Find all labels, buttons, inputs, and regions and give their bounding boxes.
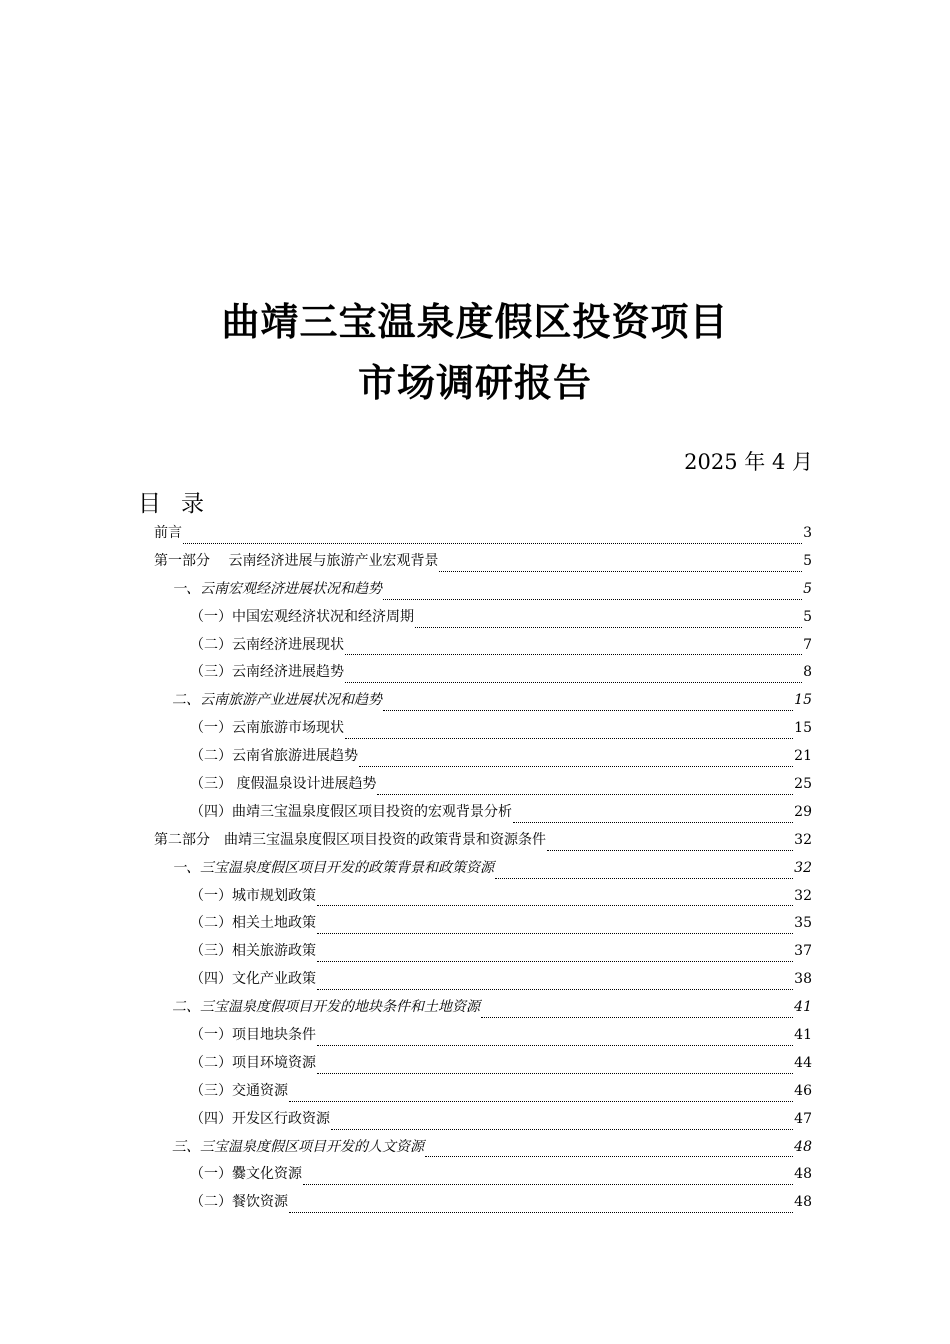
toc-entry-page: 46 bbox=[794, 1082, 812, 1099]
toc-entry-page: 29 bbox=[794, 803, 812, 820]
toc-entry-title: 二、云南旅游产业进展状况和趋势 bbox=[172, 692, 382, 709]
toc-entry[interactable] bbox=[154, 659, 812, 687]
toc-entry-page: 37 bbox=[794, 943, 812, 960]
toc-entry-page: 32 bbox=[794, 831, 812, 848]
toc-entry-title: 二、三宝温泉度假项目开发的地块条件和土地资源 bbox=[172, 999, 480, 1016]
toc-entry-title: （一）项目地块条件 bbox=[190, 1027, 316, 1044]
toc-entry-page: 5 bbox=[803, 552, 812, 569]
toc-entry[interactable] bbox=[154, 1134, 812, 1162]
toc-dot-leader bbox=[317, 1072, 793, 1074]
toc-entry-page: 48 bbox=[794, 1138, 812, 1155]
toc-dot-leader bbox=[425, 1155, 793, 1157]
toc-entry-title: 前言 bbox=[154, 525, 182, 541]
toc-dot-leader bbox=[289, 1211, 793, 1213]
toc-dot-leader bbox=[303, 1183, 793, 1185]
toc-entry-title: （一）中国宏观经济状况和经济周期 bbox=[190, 608, 414, 625]
toc-entry-title: 第二部分 曲靖三宝温泉度假区项目投资的政策背景和资源条件 bbox=[154, 831, 546, 848]
toc-entry[interactable] bbox=[154, 827, 812, 855]
toc-entry[interactable] bbox=[154, 771, 812, 799]
toc-dot-leader bbox=[183, 542, 802, 544]
toc-entry[interactable] bbox=[154, 883, 812, 911]
toc-dot-leader bbox=[495, 877, 793, 879]
toc-entry-title: （一）爨文化资源 bbox=[190, 1166, 302, 1183]
toc-entry-page: 7 bbox=[803, 636, 812, 653]
toc-dot-leader bbox=[345, 681, 802, 683]
toc-entry-title: 一、云南宏观经济进展状况和趋势 bbox=[172, 580, 382, 597]
toc-heading: 目录 bbox=[138, 491, 224, 517]
toc-entry[interactable] bbox=[154, 855, 812, 883]
toc-entry-title: （三）云南经济进展趋势 bbox=[190, 664, 344, 681]
toc-dot-leader bbox=[317, 932, 793, 934]
toc-dot-leader bbox=[383, 709, 793, 711]
document-title-line2: 市场调研报告 bbox=[357, 361, 592, 405]
toc-dot-leader bbox=[383, 598, 802, 600]
toc-entry-title: （四）开发区行政资源 bbox=[190, 1110, 330, 1127]
toc-entry-title: （二）云南省旅游进展趋势 bbox=[190, 748, 358, 765]
document-date: 2025 年 4 月 bbox=[684, 450, 813, 474]
toc-entry[interactable] bbox=[154, 604, 812, 632]
toc-entry-title: （二）云南经济进展现状 bbox=[190, 636, 344, 653]
toc-dot-leader bbox=[513, 821, 793, 823]
toc-entry[interactable] bbox=[154, 910, 812, 938]
toc-entry-page: 21 bbox=[794, 748, 812, 765]
toc-entry-page: 32 bbox=[794, 859, 812, 876]
toc-entry[interactable] bbox=[154, 799, 812, 827]
toc-entry[interactable] bbox=[154, 966, 812, 994]
toc-dot-leader bbox=[317, 1044, 793, 1046]
toc-entry-title: （二）相关土地政策 bbox=[190, 915, 316, 932]
toc-entry[interactable] bbox=[154, 1161, 812, 1189]
toc-entry[interactable] bbox=[154, 1078, 812, 1106]
document-title-line1: 曲靖三宝温泉度假区投资项目 bbox=[221, 300, 729, 344]
toc-entry[interactable] bbox=[154, 520, 812, 548]
toc-entry-page: 41 bbox=[794, 999, 812, 1016]
toc-entry[interactable] bbox=[154, 715, 812, 743]
toc-dot-leader bbox=[547, 849, 793, 851]
toc-dot-leader bbox=[345, 653, 802, 655]
toc-entry[interactable] bbox=[154, 1050, 812, 1078]
toc-entry-title: （二）项目环境资源 bbox=[190, 1054, 316, 1071]
toc-dot-leader bbox=[415, 626, 802, 628]
toc-entry[interactable] bbox=[154, 687, 812, 715]
toc-dot-leader bbox=[377, 793, 793, 795]
toc-entry[interactable] bbox=[154, 743, 812, 771]
toc-dot-leader bbox=[331, 1128, 793, 1130]
toc-entry-title: （一）城市规划政策 bbox=[190, 887, 316, 904]
toc-entry-page: 32 bbox=[794, 887, 812, 904]
toc-entry-page: 48 bbox=[794, 1166, 812, 1183]
toc-entry[interactable] bbox=[154, 1106, 812, 1134]
toc-entry-title: （二）餐饮资源 bbox=[190, 1194, 288, 1211]
toc-entry-title: 三、三宝温泉度假区项目开发的人文资源 bbox=[172, 1138, 424, 1155]
toc-entry-title: （四）曲靖三宝温泉度假区项目投资的宏观背景分析 bbox=[190, 803, 512, 820]
toc-entry-page: 3 bbox=[803, 525, 812, 541]
toc-dot-leader bbox=[439, 570, 802, 572]
toc-entry-title: （三）交通资源 bbox=[190, 1082, 288, 1099]
toc-entry-title: 一、三宝温泉度假区项目开发的政策背景和政策资源 bbox=[172, 859, 494, 876]
toc-dot-leader bbox=[359, 765, 793, 767]
toc-dot-leader bbox=[317, 904, 793, 906]
toc-entry[interactable] bbox=[154, 548, 812, 576]
table-of-contents bbox=[154, 520, 812, 1217]
toc-entry-page: 15 bbox=[794, 720, 812, 737]
toc-entry-page: 15 bbox=[794, 692, 812, 709]
toc-entry-page: 35 bbox=[794, 915, 812, 932]
toc-entry-page: 47 bbox=[794, 1110, 812, 1127]
toc-entry[interactable] bbox=[154, 576, 812, 604]
toc-dot-leader bbox=[317, 988, 793, 990]
toc-entry[interactable] bbox=[154, 632, 812, 660]
toc-entry-title: （四）文化产业政策 bbox=[190, 971, 316, 988]
toc-dot-leader bbox=[317, 960, 793, 962]
toc-entry-page: 5 bbox=[803, 608, 812, 625]
toc-entry-page: 25 bbox=[794, 776, 812, 793]
toc-entry-title: （一）云南旅游市场现状 bbox=[190, 720, 344, 737]
toc-entry-title: （三）相关旅游政策 bbox=[190, 943, 316, 960]
toc-dot-leader bbox=[345, 737, 793, 739]
toc-entry[interactable] bbox=[154, 994, 812, 1022]
toc-entry-title: 第一部分 云南经济进展与旅游产业宏观背景 bbox=[154, 552, 439, 569]
toc-dot-leader bbox=[289, 1100, 793, 1102]
toc-entry-page: 8 bbox=[803, 664, 812, 681]
toc-entry-page: 48 bbox=[794, 1194, 812, 1211]
toc-entry[interactable] bbox=[154, 938, 812, 966]
toc-entry-title: （三） 度假温泉设计进展趋势 bbox=[190, 776, 377, 793]
toc-entry-page: 5 bbox=[803, 580, 812, 597]
toc-dot-leader bbox=[481, 1016, 793, 1018]
toc-entry-page: 38 bbox=[794, 971, 812, 988]
toc-entry-page: 41 bbox=[794, 1027, 812, 1044]
toc-entry[interactable] bbox=[154, 1189, 812, 1217]
toc-entry[interactable] bbox=[154, 1022, 812, 1050]
toc-entry-page: 44 bbox=[794, 1054, 812, 1071]
